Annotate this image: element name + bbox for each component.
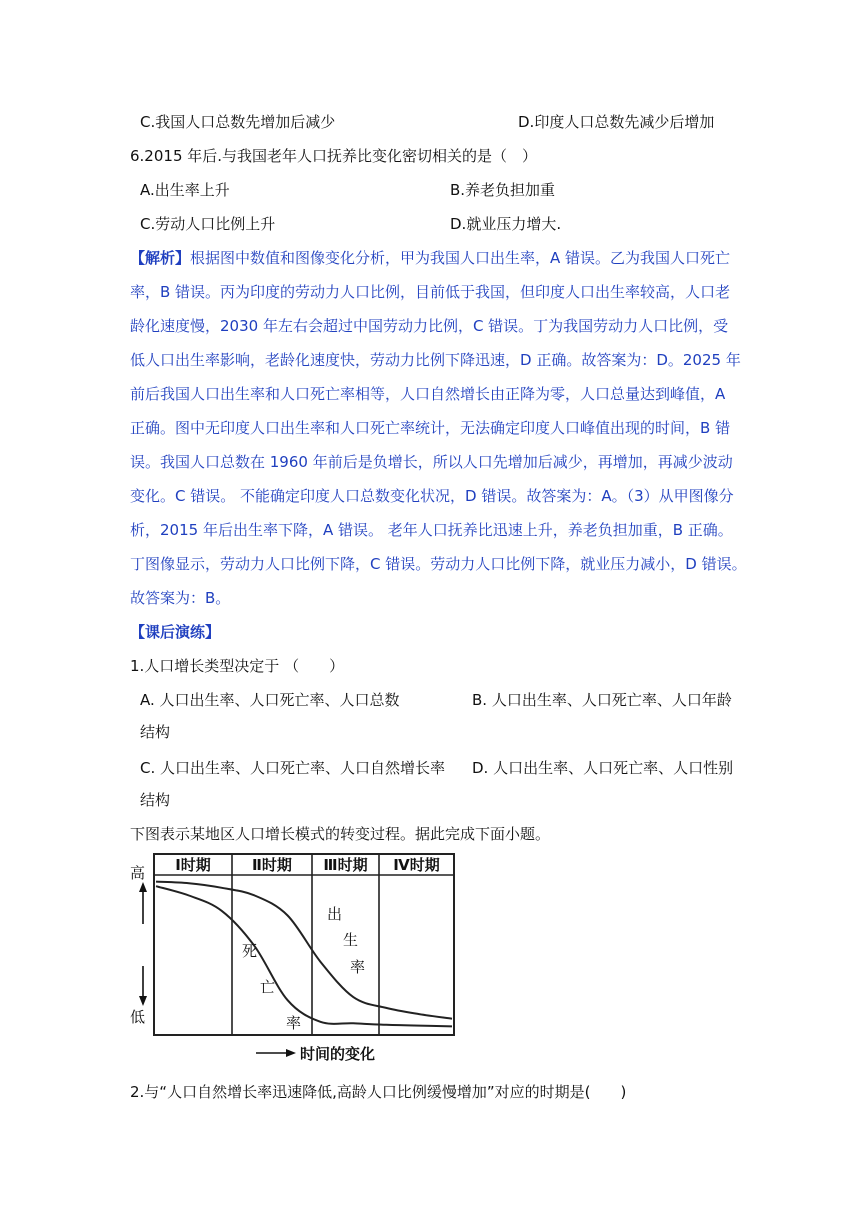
death-rate-line [156,886,452,1026]
q1-option-d: D. 人口出生率、人口死亡率、人口性别 [472,759,734,777]
y-low-label: 低 [130,1008,146,1026]
q1-stem: 1.人口增长类型决定于 （ ） [130,657,345,675]
birth-rate-label-char: 出 [327,905,343,923]
analysis-line-9: 析，2015 年后出生率下降，A 错误。 老年人口抚养比迅速上升，养老负担加重，B 正确。 [130,521,733,539]
death-rate-label-char: 亡 [260,978,276,996]
q1-option-a: A. 人口出生率、人口死亡率、人口总数 [140,691,400,709]
q1-option-d-cont: 结构 [140,791,171,809]
period-label: Ⅱ时期 [252,856,292,874]
q1-option-b-cont: 结构 [140,723,171,741]
q6-option-b: B.养老负担加重 [450,181,556,199]
q6-stem: 6.2015 年后.与我国老年人口抚养比变化密切相关的是（ ） [130,147,538,165]
q6-option-a: A.出生率上升 [140,181,230,199]
x-arrow-head [286,1049,296,1057]
analysis-line-2: 率，B 错误。丙为印度的劳动力人口比例，目前低于我国，但印度人口出生率较高，人口老 [130,283,731,301]
q5-option-d: D.印度人口总数先减少后增加 [518,113,715,131]
q1-option-c: C. 人口出生率、人口死亡率、人口自然增长率 [140,759,446,777]
analysis-line-3: 龄化速度慢，2030 年左右会超过中国劳动力比例，C 错误。丁为我国劳动力人口比例，受 [130,317,729,335]
x-axis-label: 时间的变化 [300,1045,376,1063]
death-rate-label-char: 率 [286,1014,302,1032]
y-up-arrow-head [139,882,147,892]
chart-intro: 下图表示某地区人口增长模式的转变过程。据此完成下面小题。 [130,825,551,843]
birth-rate-label-char: 生 [343,931,359,949]
period-label: Ⅲ时期 [323,856,368,874]
analysis-label: 【解析】 [130,249,191,267]
q2-stem: 2.与“人口自然增长率迅速降低,高龄人口比例缓慢增加”对应的时期是( ) [130,1083,627,1101]
analysis-line-6: 正确。图中无印度人口出生率和人口死亡率统计，无法确定印度人口峰值出现的时间，B 错 [130,419,731,437]
analysis-line-5: 前后我国人口出生率和人口死亡率相等，人口自然增长由正降为零，人口总量达到峰值，A [130,385,726,403]
analysis-line-4: 低人口出生率影响，老龄化速度快，劳动力比例下降迅速，D 正确。故答案为：D。2025 年 [130,351,741,369]
analysis-line-7: 误。我国人口总数在 1960 年前后是负增长，所以人口先增加后减少，再增加，再减少波动 [130,453,733,471]
q6-option-d: D.就业压力增大. [450,215,562,233]
period-label: Ⅰ时期 [175,856,211,874]
birth-rate-label-char: 率 [350,958,366,976]
analysis-line-11: 故答案为：B。 [130,589,231,607]
population-transition-chart [128,848,464,1066]
analysis-line-10: 丁图像显示，劳动力人口比例下降，C 错误。劳动力人口比例下降，就业压力减小，D 错误。 [130,555,747,573]
period-label: Ⅳ时期 [393,856,440,874]
q1-option-b: B. 人口出生率、人口死亡率、人口年龄 [472,691,732,709]
chart-frame [154,854,454,1035]
birth-rate-line [156,882,452,1019]
practice-title: 【课后演练】 [130,623,221,641]
q5-option-c: C.我国人口总数先增加后减少 [140,113,336,131]
y-high-label: 高 [130,864,146,882]
analysis-line-1: 【解析】根据图中数值和图像变化分析，甲为我国人口出生率，A 错误。乙为我国人口死亡 [130,249,731,267]
y-down-arrow-head [139,996,147,1006]
analysis-line-8: 变化。C 错误。 不能确定印度人口总数变化状况，D 错误。故答案为：A。（3）从甲图像分 [130,487,734,505]
death-rate-label-char: 死 [242,942,258,960]
q6-option-c: C.劳动人口比例上升 [140,215,276,233]
